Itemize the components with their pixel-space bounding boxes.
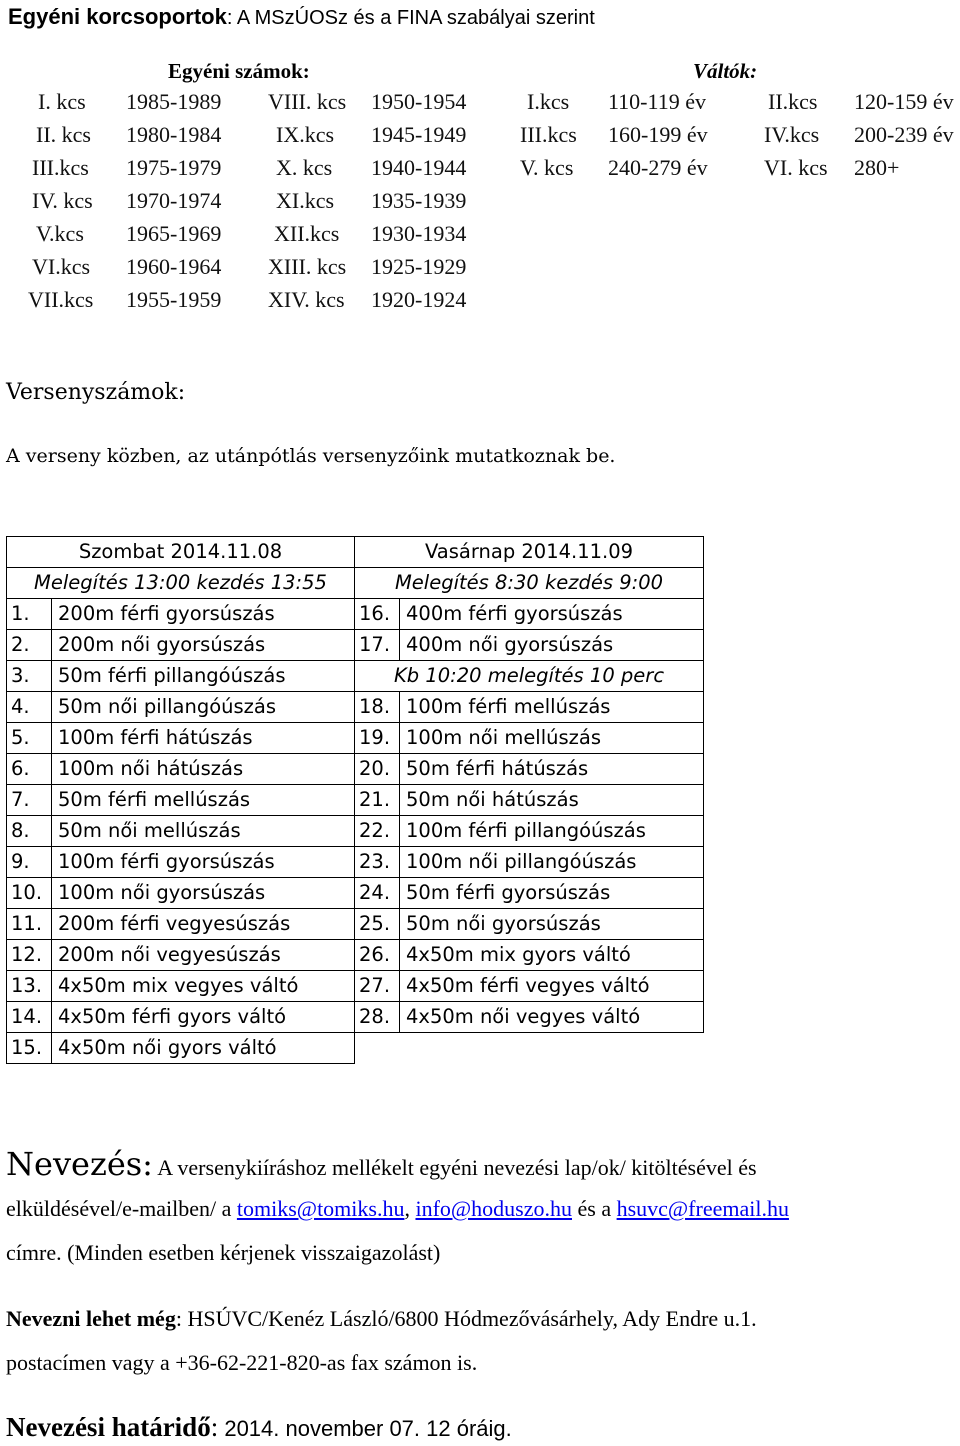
sunday-event-number: 19. (355, 723, 400, 754)
saturday-event-name: 4x50m férfi gyors váltó (52, 1002, 355, 1033)
saturday-event-name: 100m női gyorsúszás (52, 878, 355, 909)
sunday-event-name: 100m női mellúszás (400, 723, 704, 754)
sunday-event-number: 17. (355, 630, 400, 661)
schedule-row (7, 940, 704, 971)
saturday-event-name: 50m női mellúszás (52, 816, 355, 847)
age-group-years: 1955-1959 (126, 287, 222, 312)
sunday-event-number: 18. (355, 692, 400, 723)
sunday-event-name: 4x50m női vegyes váltó (400, 1002, 704, 1033)
age-group-years: 1985-1989 (126, 89, 222, 114)
saturday-event-number: 6. (7, 754, 52, 785)
schedule-row (7, 909, 704, 940)
email-link-tomiks[interactable]: tomiks@tomiks.hu (236, 1196, 405, 1221)
age-group-cat: I. kcs (38, 89, 86, 114)
sunday-event-number: 27. (355, 971, 400, 1002)
email-link-hsuvc[interactable]: hsuvc@freemail.hu (616, 1196, 789, 1221)
schedule-row (7, 971, 704, 1002)
entry-text-1: A versenykiíráshoz mellékelt egyéni nevezési lap/ok/ kitöltésével és (152, 1155, 757, 1180)
age-group-years: 1970-1974 (126, 188, 222, 213)
age-group-cat: III.kcs (32, 155, 89, 180)
age-group-years: 1920-1924 (371, 287, 467, 312)
individual-events-header: Egyéni számok: (168, 59, 310, 83)
relay-cat: III.kcs (520, 122, 577, 147)
saturday-event-number: 2. (7, 630, 52, 661)
postal-address: : HSÚVC/Kenéz László/6800 Hódmezővásárhely, Ady Endre u.1. (175, 1306, 757, 1331)
entry-sep-1: , (404, 1196, 416, 1221)
saturday-event-name: 100m férfi gyorsúszás (52, 847, 355, 878)
relay-cat: VI. kcs (764, 155, 828, 180)
entry-text-2: elküldésével/e-mailben/ a (6, 1196, 237, 1221)
saturday-event-number: 15. (7, 1033, 52, 1064)
age-group-years: 1935-1939 (371, 188, 467, 213)
schedule-row (7, 1002, 704, 1033)
deadline (6, 1412, 512, 1443)
schedule-row (7, 847, 704, 878)
sunday-event-name: 4x50m mix gyors váltó (400, 940, 704, 971)
saturday-event-number: 3. (7, 661, 52, 692)
age-group-years: 1980-1984 (126, 122, 222, 147)
saturday-event-name: 100m női hátúszás (52, 754, 355, 785)
saturday-event-number: 13. (7, 971, 52, 1002)
sunday-event-number: 26. (355, 940, 400, 971)
relay-range: 110-119 év (608, 89, 706, 114)
postal-label: Nevezni lehet még (6, 1306, 176, 1331)
relay-cat: I.kcs (527, 89, 570, 114)
age-group-cat: XIII. kcs (268, 254, 347, 279)
relay-range: 160-199 év (608, 122, 708, 147)
sunday-warmup-note: Kb 10:20 melegítés 10 perc (355, 661, 704, 692)
title-bold: Egyéni korcsoportok (8, 4, 227, 29)
deadline-colon: : (210, 1412, 219, 1442)
sunday-event-name: 50m női gyorsúszás (400, 909, 704, 940)
saturday-event-number: 12. (7, 940, 52, 971)
saturday-event-number: 4. (7, 692, 52, 723)
saturday-event-name: 100m férfi hátúszás (52, 723, 355, 754)
saturday-event-number: 11. (7, 909, 52, 940)
age-group-years: 1975-1979 (126, 155, 222, 180)
schedule-header-row (7, 537, 704, 568)
sunday-event-number: 16. (355, 599, 400, 630)
relay-cat: II.kcs (768, 89, 818, 114)
age-group-years: 1960-1964 (126, 254, 222, 279)
age-group-years: 1945-1949 (371, 122, 467, 147)
relay-range: 240-279 év (608, 155, 708, 180)
age-group-cat: IV. kcs (32, 188, 93, 213)
age-group-years: 1930-1934 (371, 221, 467, 246)
entry-line-3: címre. (Minden esetben kérjenek visszaigazolást) (6, 1240, 441, 1265)
deadline-label: Nevezési határidő (6, 1412, 211, 1442)
entry-sep-2: és a (572, 1196, 617, 1221)
saturday-event-number: 14. (7, 1002, 52, 1033)
entry-line-1 (6, 1145, 757, 1183)
relay-range: 200-239 év (854, 122, 954, 147)
saturday-event-number: 1. (7, 599, 52, 630)
sunday-event-name: 100m női pillangóúszás (400, 847, 704, 878)
entry-label: Nevezés (6, 1145, 143, 1183)
age-group-years: 1950-1954 (371, 89, 467, 114)
sunday-event-number: 24. (355, 878, 400, 909)
intro-text: A verseny közben, az utánpótlás versenyzőink mutatkoznak be. (6, 445, 616, 467)
age-group-cat: VIII. kcs (268, 89, 347, 114)
age-group-cat: II. kcs (36, 122, 91, 147)
age-group-cat: X. kcs (276, 155, 333, 180)
postal-line-2: postacímen vagy a +36-62-221-820-as fax számon is. (6, 1350, 478, 1375)
sunday-event-number: 23. (355, 847, 400, 878)
saturday-event-name: 200m női vegyesúszás (52, 940, 355, 971)
age-group-cat: VII.kcs (28, 287, 94, 312)
saturday-event-name: 50m női pillangóúszás (52, 692, 355, 723)
age-group-years: 1940-1944 (371, 155, 467, 180)
events-heading: Versenyszámok: (6, 380, 186, 405)
saturday-warmup: Melegítés 13:00 kezdés 13:55 (7, 568, 355, 599)
age-group-years: 1965-1969 (126, 221, 222, 246)
schedule-warmup-row (7, 568, 704, 599)
saturday-header: Szombat 2014.11.08 (7, 537, 355, 568)
sunday-event-name: 400m férfi gyorsúszás (400, 599, 704, 630)
deadline-value: 2014. november 07. 12 óráig. (218, 1416, 512, 1441)
schedule-row (7, 785, 704, 816)
relay-cat: V. kcs (520, 155, 574, 180)
relay-range: 120-159 év (854, 89, 954, 114)
schedule-row (7, 630, 704, 661)
age-group-cat: VI.kcs (32, 254, 91, 279)
sunday-event-number: 21. (355, 785, 400, 816)
age-group-years: 1925-1929 (371, 254, 467, 279)
sunday-event-name: 400m női gyorsúszás (400, 630, 704, 661)
schedule-row (7, 661, 704, 692)
saturday-event-number: 8. (7, 816, 52, 847)
relays-header: Váltók: (693, 59, 758, 83)
relay-range: 280+ (854, 155, 900, 180)
saturday-event-number: 5. (7, 723, 52, 754)
schedule-row (7, 1033, 704, 1064)
sunday-event-name: 4x50m férfi vegyes váltó (400, 971, 704, 1002)
saturday-event-name: 4x50m női gyors váltó (52, 1033, 355, 1064)
sunday-event-number: 28. (355, 1002, 400, 1033)
age-group-cat: XI.kcs (276, 188, 335, 213)
entry-line-2 (6, 1196, 789, 1222)
sunday-header: Vasárnap 2014.11.09 (355, 537, 704, 568)
schedule-row (7, 754, 704, 785)
saturday-event-name: 50m férfi pillangóúszás (52, 661, 355, 692)
schedule-row (7, 816, 704, 847)
saturday-event-name: 4x50m mix vegyes váltó (52, 971, 355, 1002)
saturday-event-number: 9. (7, 847, 52, 878)
sunday-event-number: 25. (355, 909, 400, 940)
saturday-event-number: 7. (7, 785, 52, 816)
saturday-event-name: 200m női gyorsúszás (52, 630, 355, 661)
schedule-row (7, 878, 704, 909)
sunday-event-name: 100m férfi mellúszás (400, 692, 704, 723)
age-group-cat: V.kcs (36, 221, 84, 246)
age-group-cat: XIV. kcs (268, 287, 345, 312)
schedule-row (7, 692, 704, 723)
title-subtitle: : A MSzÚOSz és a FINA szabályai szerint (226, 7, 595, 29)
age-group-cat: IX.kcs (276, 122, 335, 147)
schedule-row (7, 599, 704, 630)
schedule-row (7, 723, 704, 754)
sunday-event-name: 50m férfi gyorsúszás (400, 878, 704, 909)
page-title (8, 4, 595, 30)
schedule-table (6, 536, 704, 1064)
age-group-cat: XII.kcs (274, 221, 340, 246)
sunday-event-number: 20. (355, 754, 400, 785)
sunday-event-name: 50m férfi hátúszás (400, 754, 704, 785)
sunday-event-number: 22. (355, 816, 400, 847)
sunday-event-name: 50m női hátúszás (400, 785, 704, 816)
sunday-event-name: 100m férfi pillangóúszás (400, 816, 704, 847)
empty-cell (355, 1033, 704, 1064)
relay-cat: IV.kcs (764, 122, 820, 147)
saturday-event-name: 200m férfi gyorsúszás (52, 599, 355, 630)
saturday-event-name: 50m férfi mellúszás (52, 785, 355, 816)
email-link-hoduszo[interactable]: info@hoduszo.hu (415, 1196, 572, 1221)
entry-colon: : (142, 1145, 153, 1183)
sunday-warmup: Melegítés 8:30 kezdés 9:00 (355, 568, 704, 599)
saturday-event-number: 10. (7, 878, 52, 909)
saturday-event-name: 200m férfi vegyesúszás (52, 909, 355, 940)
postal-line-1 (6, 1306, 757, 1332)
